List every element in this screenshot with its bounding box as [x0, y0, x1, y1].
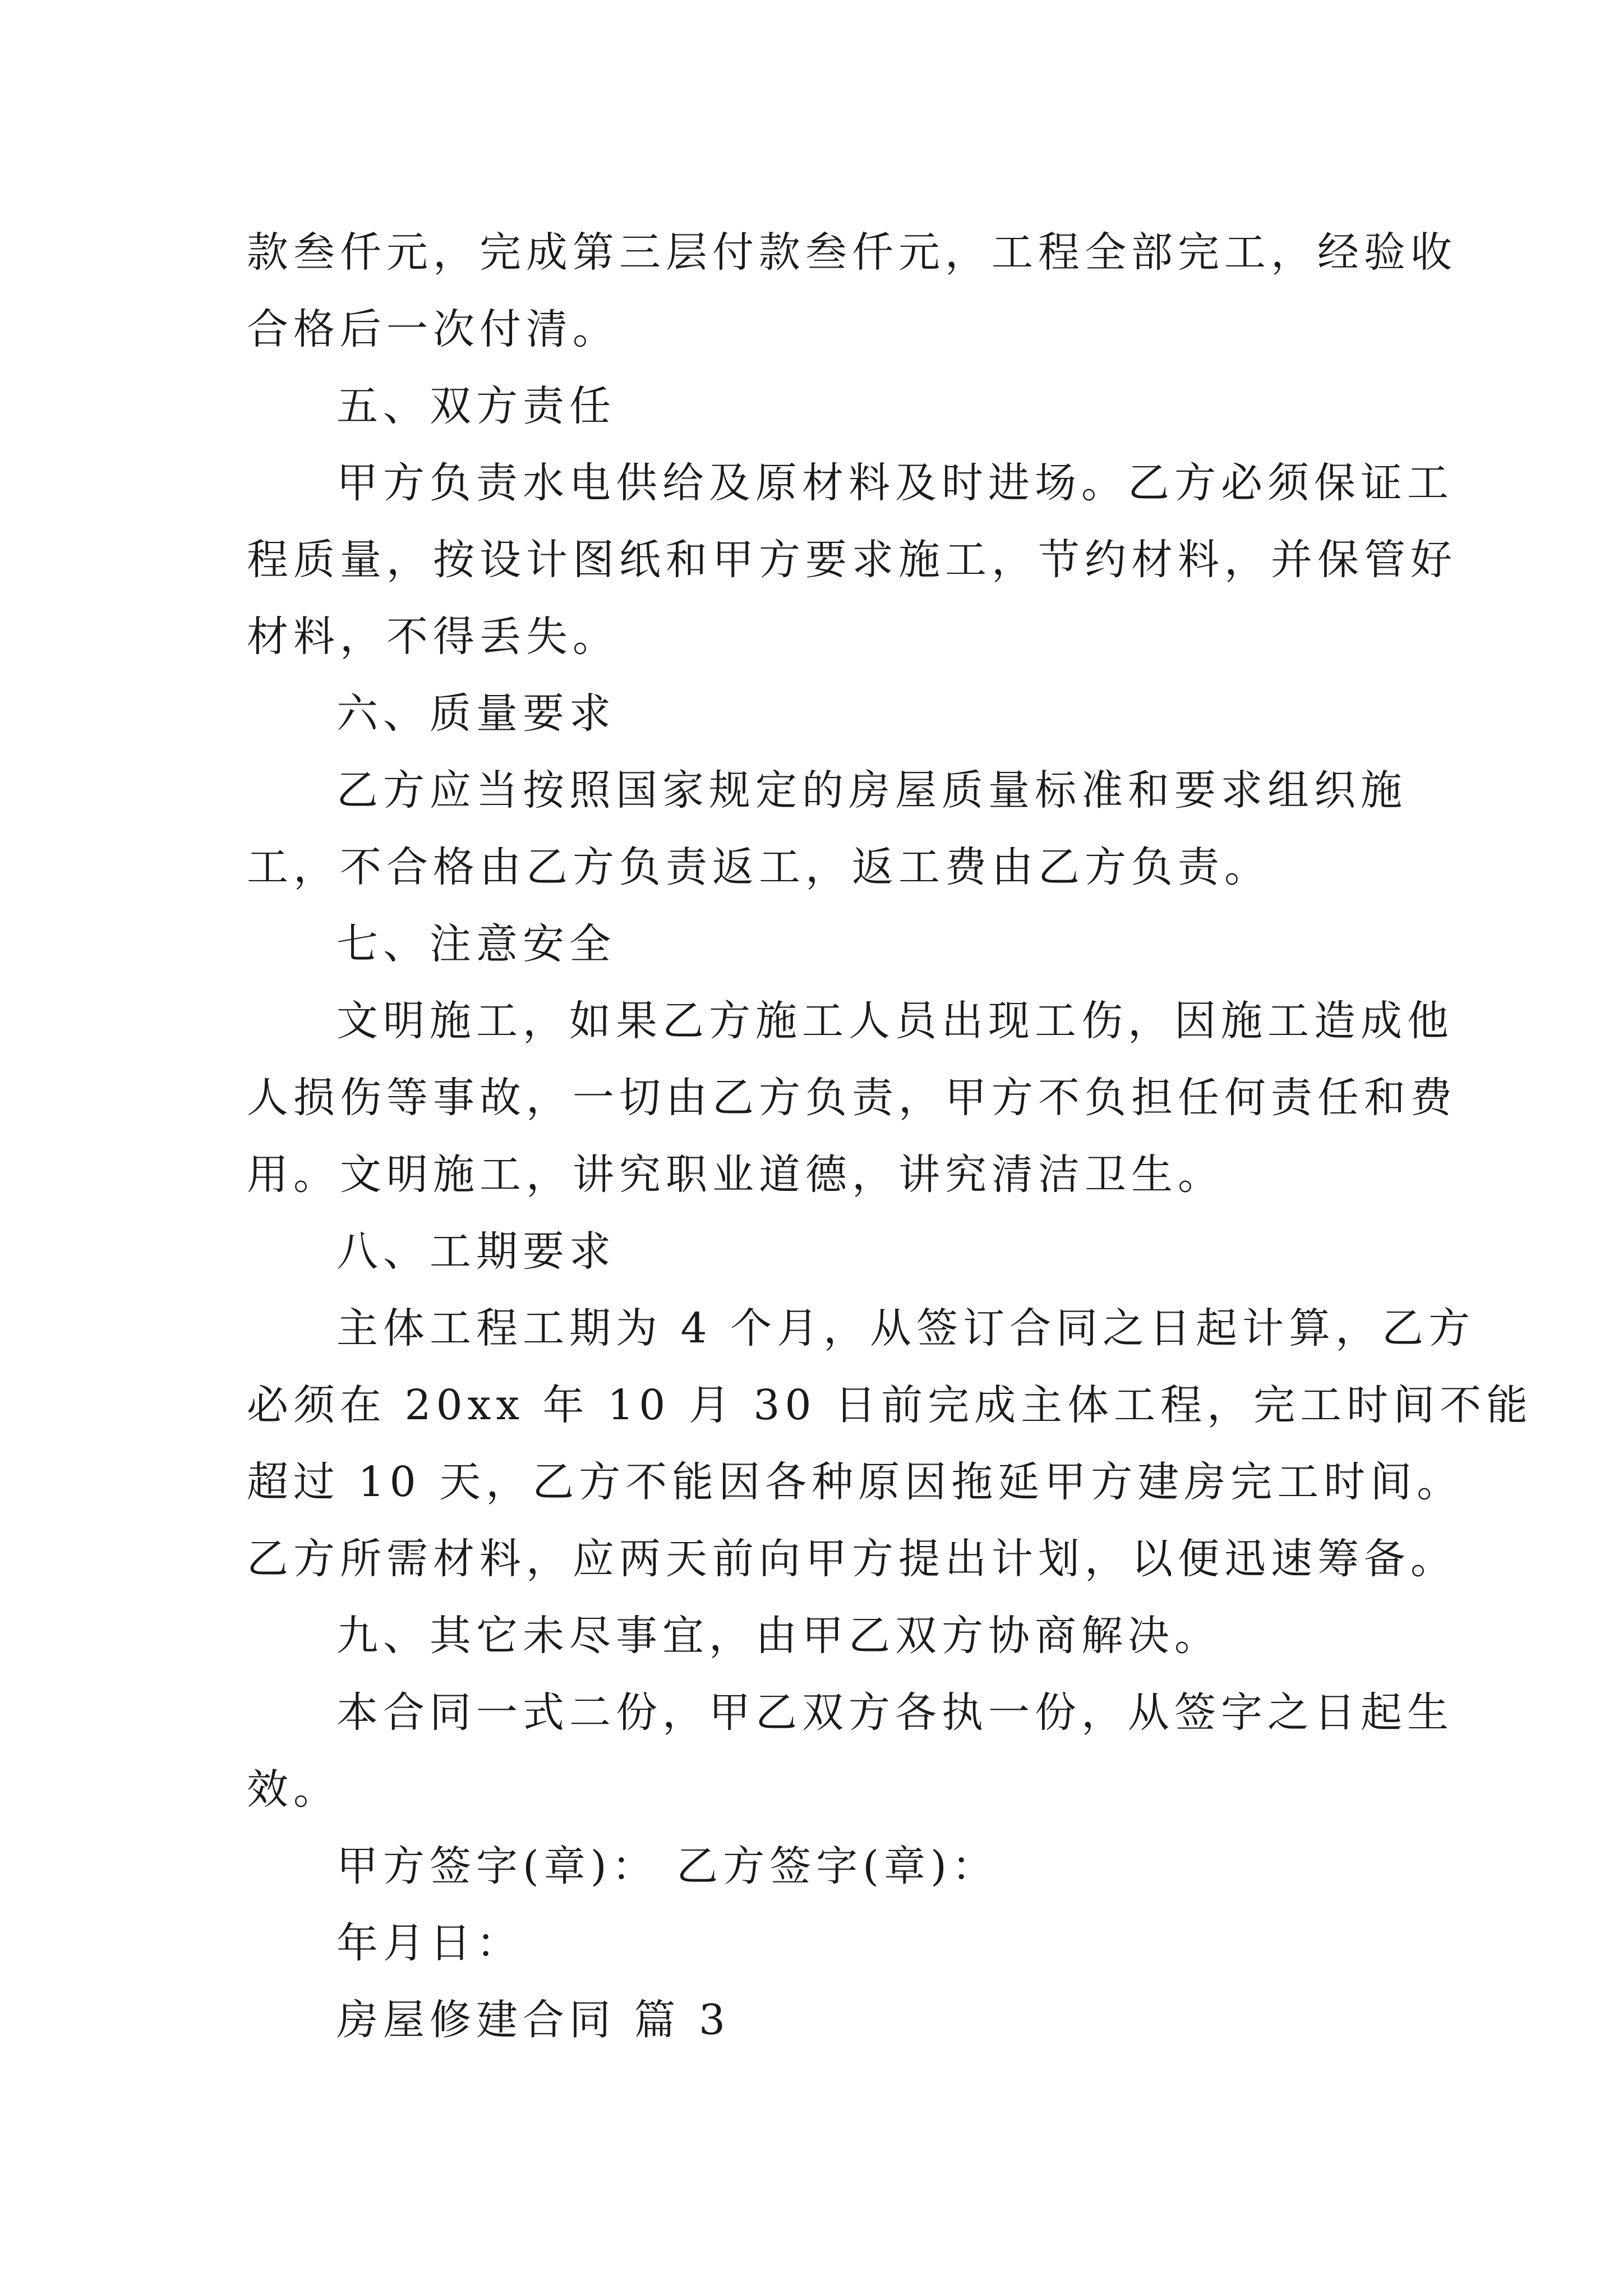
contract-body — [247, 214, 1533, 2059]
section-heading-schedule: 八、工期要求 — [336, 1227, 616, 1276]
text-line: 人损伤等事故，一切由乙方负责，甲方不负担任何责任和费 — [247, 1074, 1457, 1122]
text-line: 文明施工，如果乙方施工人员出现工伤，因施工造成他 — [336, 997, 1454, 1045]
text-line: 材料，不得丢失。 — [247, 613, 619, 661]
signature-line: 甲方签字(章)： 乙方签字(章)： — [336, 1842, 999, 1890]
text-line: 合格后一次付清。 — [247, 305, 619, 353]
text-line: 款叁仟元，完成第三层付款叁仟元，工程全部完工，经验收 — [247, 228, 1457, 277]
section-other-matters: 九、其它未尽事宜，由甲乙双方协商解决。 — [336, 1612, 1221, 1660]
text-line: 必须在 20xx 年 10 月 30 日前完成主体工程，完工时间不能 — [247, 1381, 1533, 1429]
text-line: 程质量，按设计图纸和甲方要求施工，节约材料，并保管好 — [247, 536, 1457, 584]
section-heading-safety: 七、注意安全 — [336, 920, 616, 968]
text-line: 工，不合格由乙方负责返工，返工费由乙方负责。 — [247, 843, 1271, 891]
text-line: 本合同一式二份，甲乙双方各执一份，从签字之日起生 — [336, 1688, 1454, 1737]
text-line: 超过 10 天，乙方不能因各种原因拖延甲方建房完工时间。 — [247, 1458, 1464, 1506]
text-line: 用。文明施工，讲究职业道德，讲究清洁卫生。 — [247, 1151, 1224, 1199]
next-section-title: 房屋修建合同 篇 3 — [336, 1996, 731, 2044]
section-heading-responsibilities: 五、双方责任 — [336, 382, 616, 430]
date-line: 年月日： — [336, 1919, 523, 1967]
text-line: 乙方应当按照国家规定的房屋质量标准和要求组织施 — [336, 766, 1407, 815]
text-line: 乙方所需材料，应两天前向甲方提出计划，以便迅速筹备。 — [247, 1535, 1457, 1583]
text-line: 效。 — [247, 1765, 340, 1814]
section-heading-quality: 六、质量要求 — [336, 689, 616, 738]
text-line: 甲方负责水电供给及原材料及时进场。乙方必须保证工 — [336, 459, 1454, 507]
text-line: 主体工程工期为 4 个月，从签订合同之日起计算，乙方 — [336, 1304, 1476, 1352]
